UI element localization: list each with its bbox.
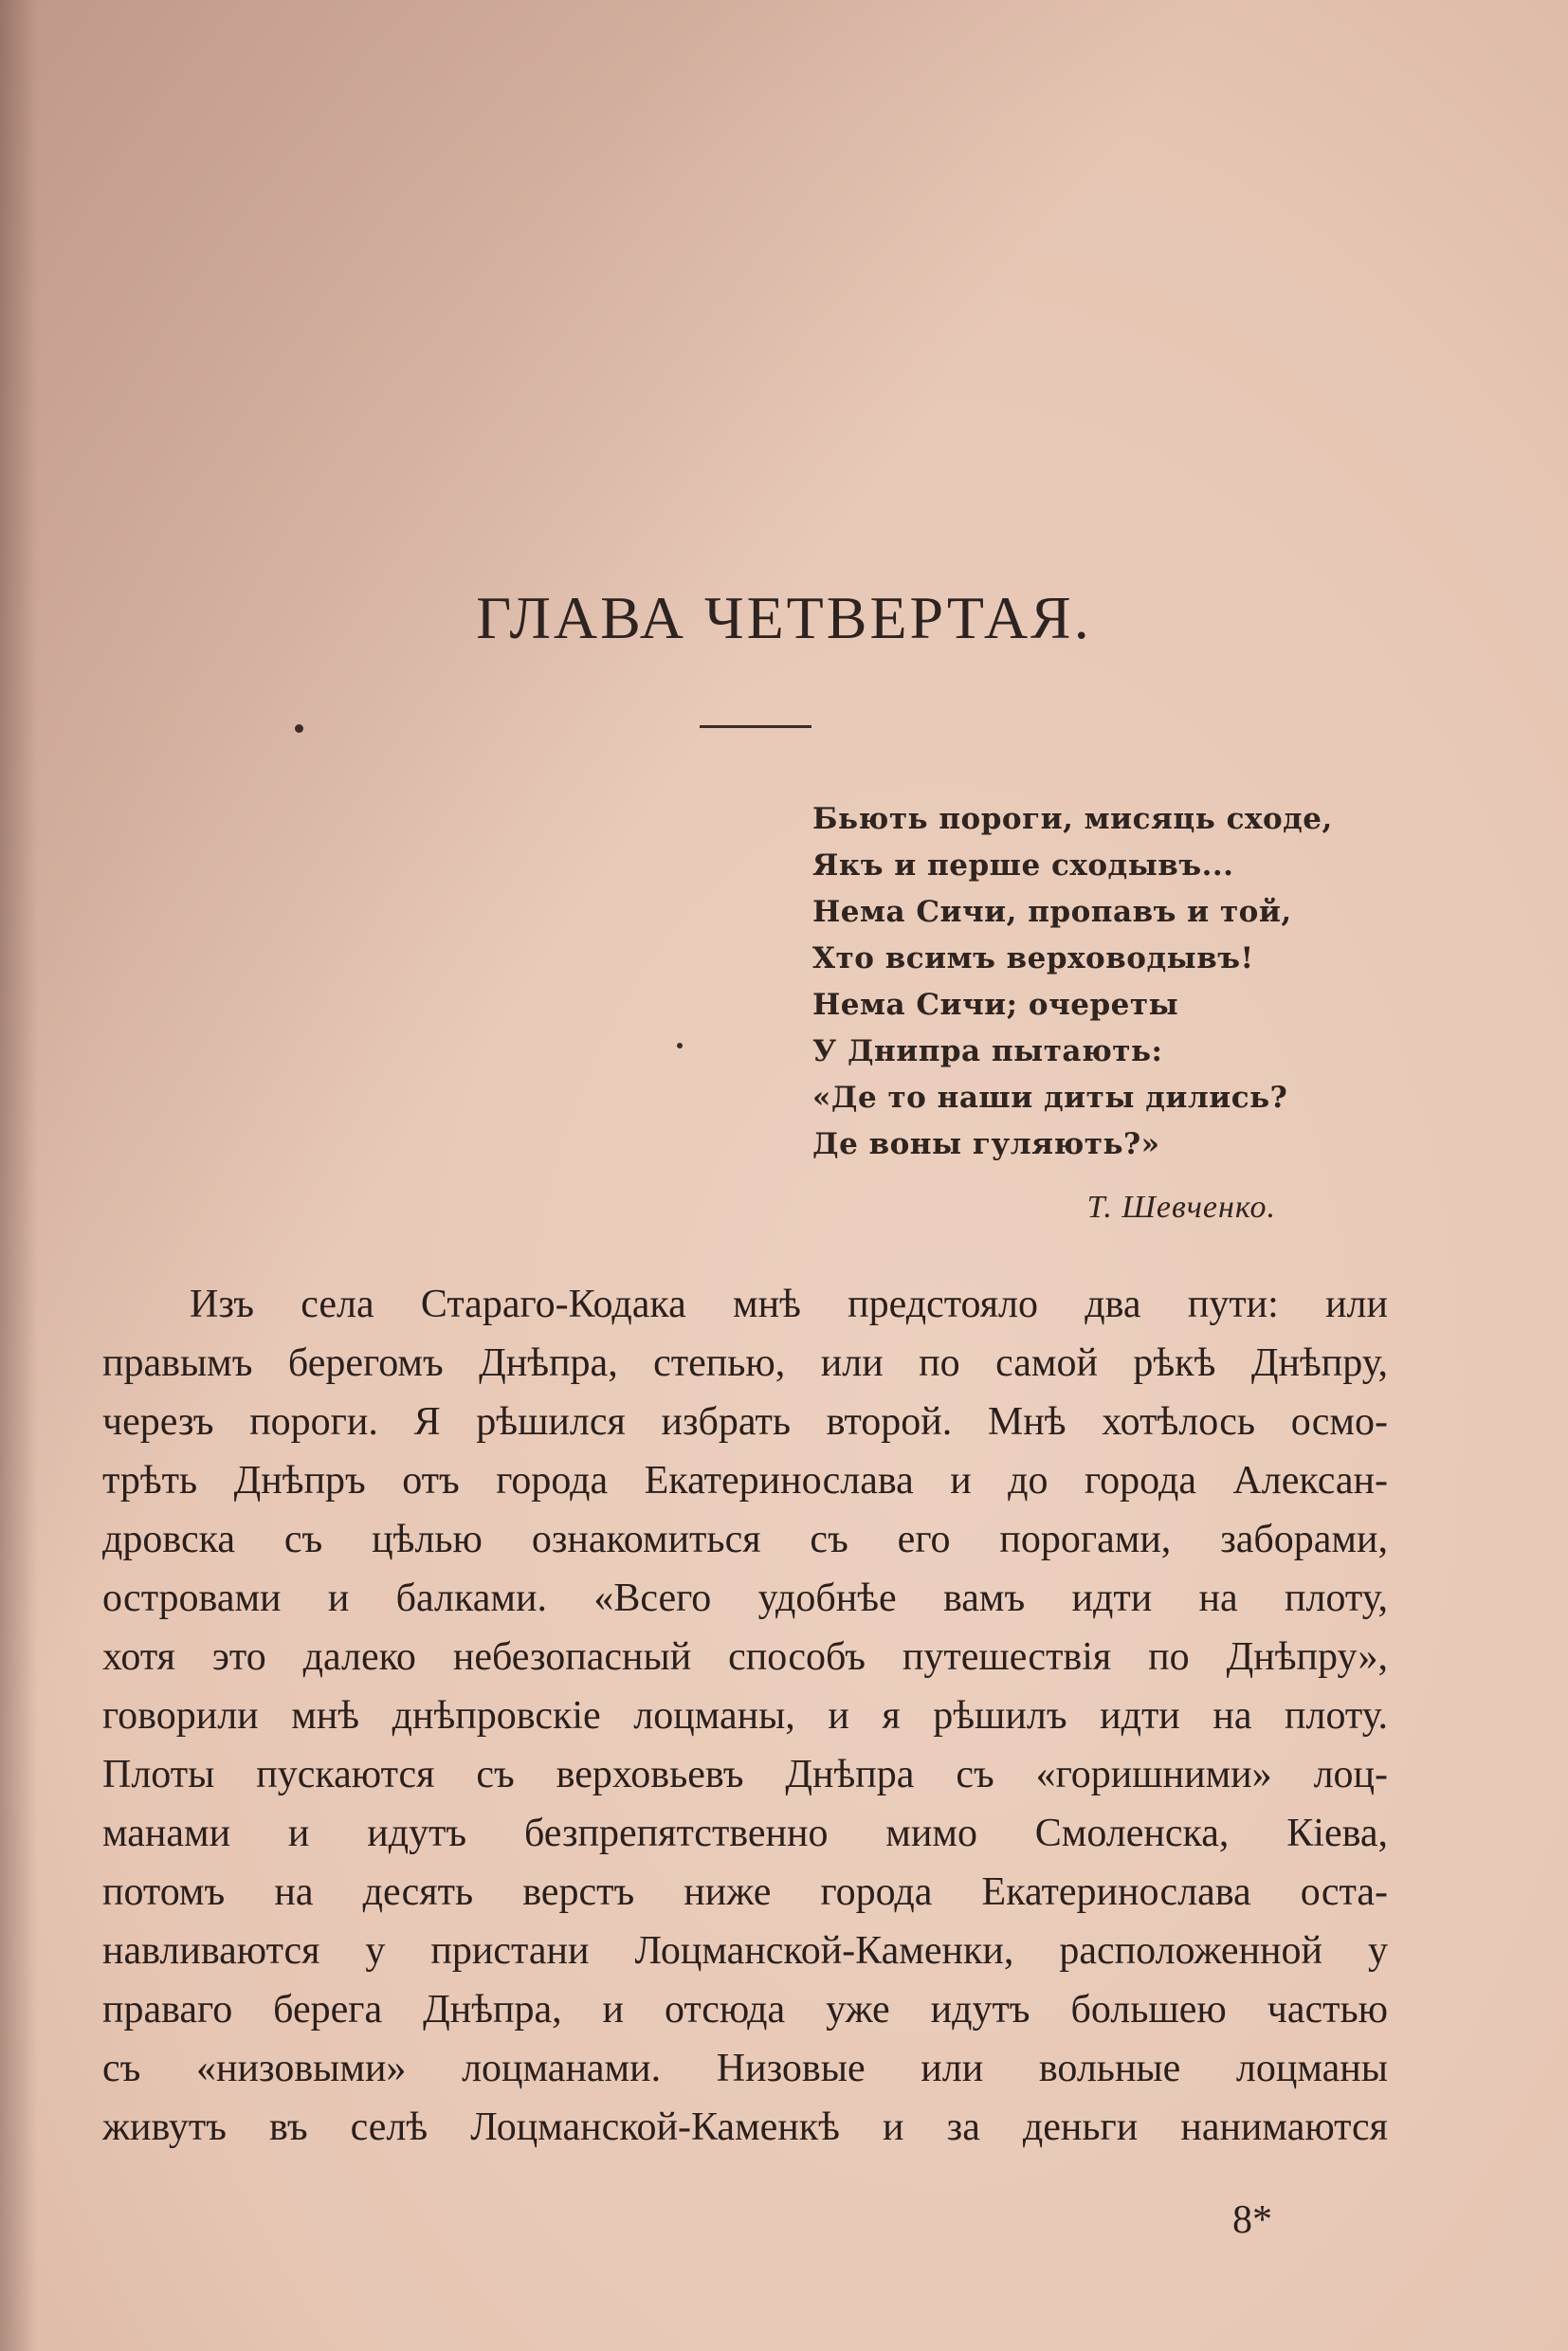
body-line: Плоты пускаются съ верховьевъ Днѣпра съ «горишними» лоц- <box>102 1753 1388 1796</box>
ink-dot <box>295 724 303 733</box>
body-line: съ «низовыми» лоцманами. Низовые или вольные лоцманы <box>102 2047 1388 2090</box>
body-line: правымъ берегомъ Днѣпра, степью, или по самой рѣкѣ Днѣпру, <box>102 1341 1388 1385</box>
body-line: хотя это далеко небезопасный способъ путешествія по Днѣпру», <box>102 1635 1388 1679</box>
body-line: островами и балками. «Всего удобнѣе вамъ идти на плоту, <box>102 1576 1388 1620</box>
body-line: говорили мнѣ днѣпровскіе лоцманы, и я рѣшилъ идти на плоту. <box>102 1694 1388 1738</box>
chapter-title: ГЛАВА ЧЕТВЕРТАЯ. <box>476 584 1092 651</box>
body-line: Изъ села Стараго-Кодака мнѣ предстояло два пути: или <box>190 1283 1388 1326</box>
ink-dot <box>677 1043 683 1048</box>
epigraph-line: У Днипра пытають: <box>812 1034 1163 1068</box>
epigraph-line: Нема Сичи; очереты <box>812 988 1179 1022</box>
epigraph-line: «Де то наши диты дились? <box>812 1081 1288 1115</box>
body-line: манами и идутъ безпрепятственно мимо Смоленска, Кіева, <box>102 1812 1388 1855</box>
body-line: черезъ пороги. Я рѣшился избрать второй. Мнѣ хотѣлось осмо- <box>102 1400 1388 1444</box>
epigraph-line: Якъ и перше сходывъ... <box>812 848 1234 883</box>
epigraph-line: Хто всимъ верховодывъ! <box>812 941 1254 975</box>
body-line: навливаются у пристани Лоцманской-Каменки, расположенной у <box>102 1929 1388 1973</box>
epigraph <box>812 796 1333 1168</box>
page-number: 8* <box>1232 2198 1272 2242</box>
gutter-shadow <box>0 0 38 2351</box>
epigraph-line: Де воны гуляють?» <box>812 1127 1160 1161</box>
epigraph-author: Т. Шевченко. <box>1086 1190 1276 1225</box>
body-line: живутъ въ селѣ Лоцманской-Каменкѣ и за деньги нанимаются <box>102 2105 1388 2149</box>
body-line: дровска съ цѣлью ознакомиться съ его порогами, заборами, <box>102 1518 1388 1561</box>
body-paragraph <box>102 1275 1388 2157</box>
body-line: трѣть Днѣпръ отъ города Екатеринослава и до города Алексан- <box>102 1459 1388 1503</box>
epigraph-line: Бьють пороги, мисяць сходе, <box>812 802 1333 836</box>
body-line: потомъ на десять верстъ ниже города Екатеринослава оста- <box>102 1870 1388 1914</box>
title-rule <box>700 725 811 728</box>
epigraph-line: Нема Сичи, пропавъ и той, <box>812 895 1292 929</box>
body-line: праваго берега Днѣпра, и отсюда уже идутъ большею частью <box>102 1988 1388 2032</box>
